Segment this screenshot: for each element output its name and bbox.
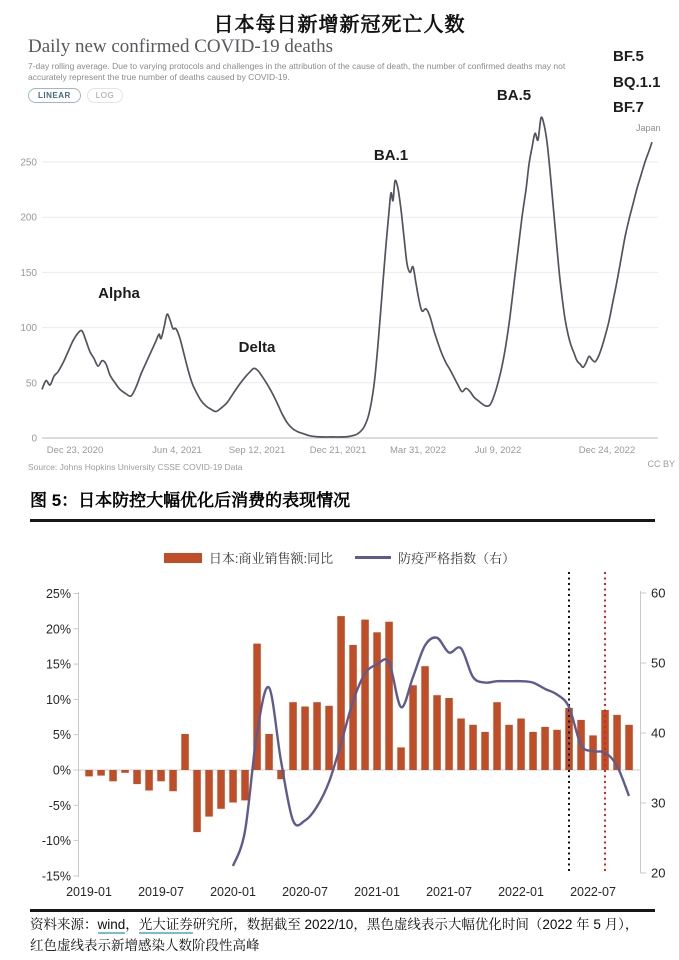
bar-2019-09 <box>181 734 189 770</box>
bar-2019-03 <box>109 770 117 781</box>
bar-2022-01 <box>517 719 525 771</box>
bar-legend-label: 日本:商业销售额:同比 <box>208 551 334 566</box>
bar-2019-10 <box>193 770 201 832</box>
left-axis-label: 0% <box>52 763 71 778</box>
left-axis-label: 20% <box>45 622 71 637</box>
bottom-x-tick-label: 2021-01 <box>354 885 400 899</box>
x-tick-label: Jun 4, 2021 <box>152 445 202 456</box>
bar-2019-04 <box>121 770 129 773</box>
variant-label-bf-5: BF.5 <box>613 48 644 65</box>
bar-2019-02 <box>97 770 105 776</box>
right-axis-label: 60 <box>651 585 666 601</box>
caption-rest: 研究所，数据截至 2022/10，黑色虚线表示大幅优化时间（2022 年 5 月），红色虚线表示新增感染人数阶段性高峰 <box>30 917 639 953</box>
x-tick-label: Dec 23, 2020 <box>46 445 104 456</box>
variant-label-ba-1: BA.1 <box>373 147 409 164</box>
left-axis-label: 5% <box>52 728 71 743</box>
left-axis-label: 15% <box>45 657 71 672</box>
bar-2020-08 <box>313 702 321 770</box>
variant-label-delta: Delta <box>238 339 276 356</box>
bar-2021-08 <box>457 719 465 771</box>
bar-2021-03 <box>397 747 405 770</box>
y-tick-label: 150 <box>20 267 37 279</box>
bar-2020-02 <box>241 770 249 800</box>
linear-scale-button[interactable]: LINEAR <box>28 88 81 103</box>
bar-2020-04 <box>265 734 273 770</box>
left-axis-label: -10% <box>41 834 71 849</box>
right-axis-label: 20 <box>651 865 666 881</box>
left-axis-label: 25% <box>45 587 71 601</box>
owid-chart-subtitle: 7-day rolling average. Due to varying protocols and challenges in the attribution of the cause of death, the number of confirmed deaths may not accurately represent the true number of deaths caused by COVID-19. <box>28 61 566 83</box>
bar-2021-09 <box>469 725 477 770</box>
right-axis-label: 30 <box>651 795 666 811</box>
x-tick-label: Jul 9, 2022 <box>474 445 522 456</box>
ebs-link[interactable]: 光大证券 <box>138 917 193 932</box>
legend-item-line <box>355 548 515 567</box>
bottom-x-tick-label: 2021-07 <box>426 885 472 899</box>
deaths-line-japan <box>42 117 652 437</box>
figure-legend <box>0 548 679 567</box>
bar-2021-06 <box>433 695 441 770</box>
source-caption <box>30 915 650 957</box>
left-axis-label: 10% <box>45 692 71 707</box>
series-label-japan: Japan <box>636 123 661 133</box>
variant-label-ba-5: BA.5 <box>496 87 532 104</box>
log-scale-button[interactable]: LOG <box>87 88 123 103</box>
bar-2021-07 <box>445 698 453 770</box>
left-axis-label: -5% <box>48 798 71 813</box>
bottom-x-tick-label: 2019-07 <box>138 885 184 899</box>
bar-2019-07 <box>157 770 165 781</box>
owid-chart-title: Daily new confirmed COVID-19 deaths <box>28 36 333 57</box>
figure-5-title: 图 5：日本防控大幅优化后消费的表现情况 <box>30 491 351 510</box>
bottom-x-tick-label: 2022-07 <box>570 885 616 899</box>
bar-2019-01 <box>85 770 93 776</box>
left-axis-label: -15% <box>41 869 71 884</box>
y-tick-label: 200 <box>20 212 37 224</box>
y-tick-label: 100 <box>20 323 37 335</box>
bar-2021-05 <box>421 666 429 770</box>
bar-2020-09 <box>325 706 333 770</box>
right-axis-label: 50 <box>651 655 666 671</box>
bar-2021-01 <box>373 632 381 770</box>
y-tick-label: 250 <box>20 157 37 169</box>
caption-prefix: 资料来源： <box>30 917 98 932</box>
bar-2019-05 <box>133 770 141 784</box>
legend-item-bar <box>164 548 333 567</box>
bar-2019-12 <box>217 770 225 809</box>
bar-2019-08 <box>169 770 177 791</box>
bar-2021-12 <box>505 725 513 770</box>
y-tick-label: 50 <box>25 378 37 390</box>
bar-2020-01 <box>229 770 237 803</box>
bar-2021-04 <box>409 685 417 770</box>
owid-source-note: Source: Johns Hopkins University CSSE COVID-19 Data <box>28 462 243 472</box>
variant-label-bf-7: BF.7 <box>613 99 644 116</box>
bar-2022-04 <box>553 730 561 770</box>
bar-2021-02 <box>385 622 393 770</box>
x-tick-label: Mar 31, 2022 <box>390 445 446 456</box>
bar-2020-12 <box>361 620 369 770</box>
bar-2020-06 <box>289 702 297 770</box>
bottom-x-tick-label: 2020-07 <box>282 885 328 899</box>
scale-toggle <box>28 88 123 103</box>
bottom-x-tick-label: 2022-01 <box>498 885 544 899</box>
y-tick-label: 0 <box>31 433 37 445</box>
bar-2022-02 <box>529 732 537 770</box>
bar-2020-07 <box>301 707 309 771</box>
variant-label-bq-1-1: BQ.1.1 <box>613 74 661 91</box>
bottom-x-tick-label: 2020-01 <box>210 885 256 899</box>
bar-2022-03 <box>541 727 549 770</box>
bar-legend-swatch <box>164 553 202 563</box>
x-tick-label: Dec 24, 2022 <box>578 445 636 456</box>
bottom-x-tick-label: 2019-01 <box>66 885 112 899</box>
bar-2022-10 <box>625 725 633 770</box>
bar-2021-10 <box>481 732 489 770</box>
caption-sep: ， <box>125 917 139 932</box>
x-tick-label: Sep 12, 2021 <box>228 445 286 456</box>
bar-2021-11 <box>493 702 501 770</box>
x-tick-label: Dec 21, 2021 <box>309 445 367 456</box>
owid-license-label: CC BY <box>647 459 675 469</box>
bar-2019-11 <box>205 770 213 817</box>
line-legend-label: 防疫严格指数（右） <box>398 551 516 566</box>
page-title: 日本每日新增新冠死亡人数 <box>213 14 466 36</box>
right-axis-label: 40 <box>651 725 666 741</box>
bar-2019-06 <box>145 770 153 791</box>
wind-link[interactable]: wind <box>97 917 126 932</box>
variant-label-alpha: Alpha <box>98 285 140 302</box>
line-legend-swatch <box>355 556 391 559</box>
